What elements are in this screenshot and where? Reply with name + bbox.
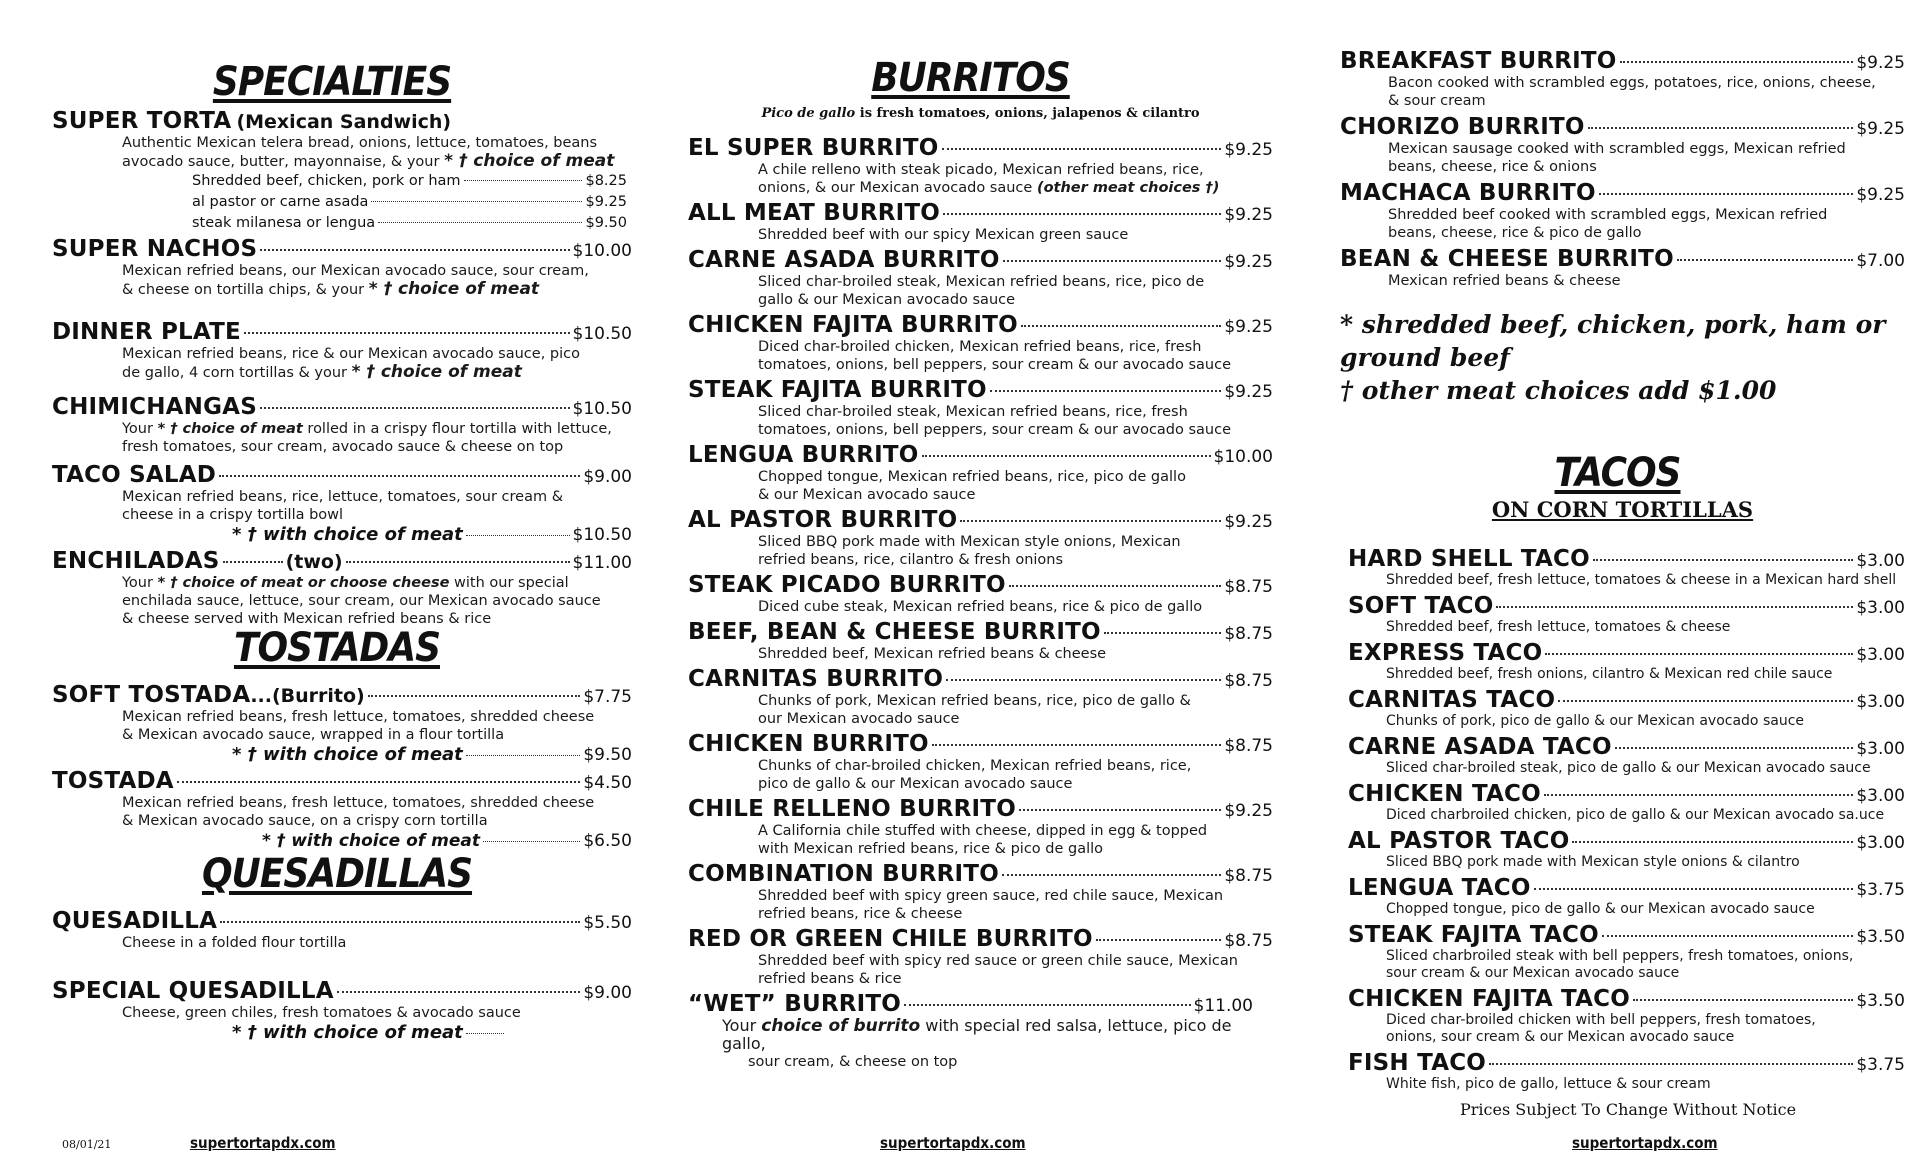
menu-item <box>688 247 1273 309</box>
item-desc: enchilada sauce, lettuce, sour cream, our Mexican avocado sauce <box>122 593 601 609</box>
item-name: CARNE ASADA TACO <box>1348 734 1612 760</box>
item-desc: fresh tomatoes, sour cream, avocado sauce & cheese on top <box>122 439 564 455</box>
item-name: MACHACA BURRITO <box>1340 180 1596 206</box>
menu-item <box>688 796 1273 858</box>
prices-note: Prices Subject To Change Without Notice <box>1460 1100 1797 1119</box>
menu-item <box>1348 986 1905 1046</box>
item-price: $11.00 <box>1193 996 1253 1016</box>
menu-item-taco-salad <box>52 462 632 546</box>
item-price: $3.75 <box>1856 880 1905 900</box>
item-desc: & Mexican avocado sauce, on a crispy corn tortilla <box>122 813 488 829</box>
item-price: $9.00 <box>583 983 632 1003</box>
meat-choice-note: choice of burrito <box>761 1016 921 1036</box>
item-name: BEAN & CHEESE BURRITO <box>1340 246 1674 272</box>
item-desc: refried beans, rice, cilantro & fresh onions <box>758 552 1064 568</box>
item-desc: Shredded beef, Mexican refried beans & cheese <box>758 646 1107 662</box>
burrito-list <box>688 135 1273 988</box>
item-name: “WET” BURRITO <box>688 991 902 1017</box>
menu-item-quesadilla <box>52 908 632 952</box>
menu-item <box>1348 922 1905 982</box>
menu-item <box>688 861 1273 923</box>
meat-choice-note: (other meat choices †) <box>1036 180 1220 196</box>
item-desc: Your <box>122 421 153 437</box>
item-name: COMBINATION BURRITO <box>688 861 999 887</box>
item-price: $8.75 <box>1224 931 1273 951</box>
item-desc: Shredded beef, fresh onions, cilantro & Mexican red chile sauce <box>1386 666 1833 682</box>
menu-item <box>1348 687 1905 730</box>
item-name: STEAK PICADO BURRITO <box>688 572 1006 598</box>
item-desc: de gallo, 4 corn tortillas & your <box>122 365 348 381</box>
item-name: EL SUPER BURRITO <box>688 135 939 161</box>
item-name: ENCHILADAS <box>52 548 220 574</box>
item-name: SUPER NACHOS <box>52 236 258 262</box>
item-price: $8.75 <box>1224 577 1273 597</box>
footer-website-link[interactable]: supertortapdx.com <box>190 1134 336 1152</box>
item-desc: White fish, pico de gallo, lettuce & sour cream <box>1386 1076 1711 1092</box>
item-name: CHIMICHANGAS <box>52 394 257 420</box>
menu-item <box>688 926 1273 988</box>
item-desc: refried beans & rice <box>758 971 902 987</box>
item-name: FISH TACO <box>1348 1050 1487 1076</box>
item-desc: Mexican refried beans, fresh lettuce, tomatoes, shredded cheese <box>122 709 595 725</box>
menu-item-chimichangas <box>52 394 632 456</box>
menu-item <box>688 442 1273 504</box>
item-desc: beans, cheese, rice & onions <box>1388 159 1597 175</box>
meat-footnotes <box>1340 308 1905 407</box>
item-desc: tomatoes, onions, bell peppers, sour cream & our avocado sauce <box>758 357 1232 373</box>
item-desc: beans, cheese, rice & pico de gallo <box>1388 225 1642 241</box>
menu-item <box>688 312 1273 374</box>
item-price: $7.75 <box>583 687 632 707</box>
quesadillas-title: QUESADILLAS <box>201 851 473 897</box>
pico-note: Pico de gallo is fresh tomatoes, onions, jalapenos & cilantro <box>761 106 1200 121</box>
item-desc: Bacon cooked with scrambled eggs, potatoes, rice, onions, cheese, <box>1388 75 1876 91</box>
item-price: $3.00 <box>1856 833 1905 853</box>
burritos-title: BURRITOS <box>871 55 1070 101</box>
price-option: al pastor or carne asada $9.25 <box>192 194 627 210</box>
meat-price-line: * † with choice of meat $10.50 <box>232 524 632 545</box>
item-price: $10.50 <box>572 324 632 344</box>
item-sub: ...(Burrito) <box>250 685 365 707</box>
item-price: $10.00 <box>1213 447 1273 467</box>
item-name: CHILE RELLENO BURRITO <box>688 796 1016 822</box>
item-desc: Mexican refried beans, fresh lettuce, tomatoes, shredded cheese <box>122 795 595 811</box>
menu-item <box>1348 546 1905 589</box>
item-desc: Sliced char-broiled steak, Mexican refried beans, rice, pico de <box>758 274 1205 290</box>
item-desc: Mexican refried beans, rice, lettuce, tomatoes, sour cream & <box>122 489 563 505</box>
item-name: SPECIAL QUESADILLA <box>52 978 334 1004</box>
tacos-title: TACOS <box>1554 450 1681 496</box>
item-name: AL PASTOR TACO <box>1348 828 1570 854</box>
menu-item <box>688 666 1273 728</box>
item-desc: Mexican sausage cooked with scrambled eggs, Mexican refried <box>1388 141 1846 157</box>
item-name: TACO SALAD <box>52 462 217 488</box>
item-price: $10.50 <box>572 399 632 419</box>
item-desc: Chopped tongue, Mexican refried beans, rice, pico de gallo <box>758 469 1186 485</box>
item-desc: tomatoes, onions, bell peppers, sour cream & our avocado sauce <box>758 422 1232 438</box>
item-desc: Shredded beef, fresh lettuce, tomatoes & cheese in a Mexican hard shell <box>1386 572 1897 588</box>
meat-choice-note: * † choice of meat <box>444 151 615 171</box>
tostadas-title: TOSTADAS <box>233 625 440 671</box>
taco-list <box>1348 546 1905 1093</box>
menu-item <box>688 200 1273 244</box>
menu-item <box>1348 828 1905 871</box>
item-price: $3.00 <box>1856 739 1905 759</box>
item-desc: Shredded beef, fresh lettuce, tomatoes & cheese <box>1386 619 1731 635</box>
item-name: HARD SHELL TACO <box>1348 546 1590 572</box>
item-name: CHICKEN TACO <box>1348 781 1541 807</box>
item-price: $9.25 <box>1856 119 1905 139</box>
item-desc: Chunks of char-broiled chicken, Mexican refried beans, rice, <box>758 758 1192 774</box>
menu-item <box>1348 640 1905 683</box>
item-desc: sour cream & our Mexican avocado sauce <box>1386 965 1680 981</box>
item-price: $9.25 <box>1224 140 1273 160</box>
menu-item <box>1340 180 1905 242</box>
item-price: $4.50 <box>583 773 632 793</box>
item-desc: with our special <box>454 575 569 591</box>
item-desc: Your <box>122 575 153 591</box>
item-desc: rolled in a crispy flour tortilla with lettuce, <box>307 421 612 437</box>
item-desc: Sliced char-broiled steak, Mexican refried beans, rice, fresh <box>758 404 1188 420</box>
item-price: $3.00 <box>1856 645 1905 665</box>
item-price: $5.50 <box>583 913 632 933</box>
item-desc: gallo & our Mexican avocado sauce <box>758 292 1016 308</box>
meat-choice-note: * † choice of meat <box>157 421 303 437</box>
item-price: $9.25 <box>1224 382 1273 402</box>
item-sub: (two) <box>285 551 343 573</box>
meat-choice-note: * † choice of meat <box>368 279 540 299</box>
item-price: $7.00 <box>1856 251 1905 271</box>
menu-item <box>1348 593 1905 636</box>
item-desc: onions, sour cream & our Mexican avocado sauce <box>1386 1029 1735 1045</box>
item-price: $9.25 <box>1224 801 1273 821</box>
menu-item <box>1348 781 1905 824</box>
item-name: EXPRESS TACO <box>1348 640 1543 666</box>
item-desc: Shredded beef cooked with scrambled eggs, Mexican refried <box>1388 207 1828 223</box>
footer-website-link[interactable]: supertortapdx.com <box>1572 1134 1718 1152</box>
item-name: SOFT TOSTADA <box>52 682 251 708</box>
item-desc: Shredded beef with our spicy Mexican green sauce <box>758 227 1129 243</box>
item-desc: pico de gallo & our Mexican avocado sauce <box>758 776 1073 792</box>
item-desc: Chunks of pork, Mexican refried beans, rice, pico de gallo & <box>758 693 1191 709</box>
item-price: $3.50 <box>1856 927 1905 947</box>
footnote-star: * shredded beef, chicken, pork, ham or ground beef <box>1340 310 1886 372</box>
item-desc: & our Mexican avocado sauce <box>758 487 976 503</box>
item-desc: onions, & our Mexican avocado sauce (other meat choices †) <box>758 180 1220 196</box>
menu-item-dinner-plate <box>52 319 632 382</box>
item-name: RED OR GREEN CHILE BURRITO <box>688 926 1093 952</box>
item-desc: & sour cream <box>1388 93 1486 109</box>
item-price: $3.50 <box>1856 991 1905 1011</box>
tacos-subtitle: ON CORN TORTILLAS <box>1491 497 1754 522</box>
right-column <box>1340 0 1905 1166</box>
item-desc: A chile relleno with steak picado, Mexican refried beans, rice, <box>758 162 1204 178</box>
burritos-column <box>688 0 1273 1166</box>
item-name: CHORIZO BURRITO <box>1340 114 1585 140</box>
item-price: $9.00 <box>583 467 632 487</box>
item-desc: with Mexican refried beans, rice & pico de gallo <box>758 841 1104 857</box>
item-name: TOSTADA <box>52 768 174 794</box>
meat-price-line: * † with choice of meat $6.50 <box>262 831 632 851</box>
menu-item <box>688 731 1273 793</box>
item-name: STEAK FAJITA TACO <box>1348 922 1599 948</box>
item-desc: Sliced charbroiled steak with bell peppers, fresh tomatoes, onions, <box>1386 948 1854 964</box>
item-price: $3.75 <box>1856 1055 1905 1075</box>
item-name: BREAKFAST BURRITO <box>1340 48 1617 74</box>
menu-item <box>1348 734 1905 777</box>
item-desc: Diced char-broiled chicken with bell peppers, fresh tomatoes, <box>1386 1012 1816 1028</box>
item-desc: Mexican refried beans, our Mexican avocado sauce, sour cream, <box>122 263 589 279</box>
item-price: $3.00 <box>1856 692 1905 712</box>
item-desc: Your <box>722 1016 757 1035</box>
menu-item-tostada <box>52 768 632 852</box>
item-name: STEAK FAJITA BURRITO <box>688 377 987 403</box>
item-name: SUPER TORTA <box>52 108 232 134</box>
menu-date: 08/01/21 <box>62 1138 112 1151</box>
item-desc: sour cream, & cheese on top <box>748 1054 958 1070</box>
item-price: $8.75 <box>1224 866 1273 886</box>
menu-item-super-nachos <box>52 236 632 299</box>
menu-item <box>688 507 1273 569</box>
footnote-dagger: † other meat choices add $1.00 <box>1340 376 1777 405</box>
item-desc: Sliced char-broiled steak, pico de gallo & our Mexican avocado sauce <box>1386 760 1871 776</box>
item-name: LENGUA BURRITO <box>688 442 919 468</box>
menu-item <box>688 377 1273 439</box>
item-desc: Shredded beef with spicy red sauce or green chile sauce, Mexican <box>758 953 1238 969</box>
item-desc: Chopped tongue, pico de gallo & our Mexican avocado sauce <box>1386 901 1815 917</box>
item-name: CHICKEN BURRITO <box>688 731 929 757</box>
item-price: $9.25 <box>1224 317 1273 337</box>
item-sub: (Mexican Sandwich) <box>236 111 452 133</box>
item-desc: avocado sauce, butter, mayonnaise, & your <box>122 154 440 170</box>
menu-item <box>1348 875 1905 918</box>
menu-item-special-quesadilla <box>52 978 632 1044</box>
item-name: AL PASTOR BURRITO <box>688 507 958 533</box>
menu-item <box>688 572 1273 616</box>
meat-price-line: * † with choice of meat $9.50 <box>232 744 632 765</box>
item-desc: Authentic Mexican telera bread, onions, lettuce, tomatoes, beans <box>122 135 598 151</box>
item-price: $9.25 <box>1224 205 1273 225</box>
item-desc: our Mexican avocado sauce <box>758 711 960 727</box>
menu-item-enchiladas <box>52 548 632 628</box>
item-desc: Chunks of pork, pico de gallo & our Mexican avocado sauce <box>1386 713 1805 729</box>
item-price: $9.25 <box>1856 185 1905 205</box>
item-price: $3.00 <box>1856 786 1905 806</box>
menu-item <box>1340 246 1905 290</box>
item-desc: Diced char-broiled chicken, Mexican refried beans, rice, fresh <box>758 339 1202 355</box>
item-name: LENGUA TACO <box>1348 875 1531 901</box>
menu-item-soft-tostada <box>52 682 632 766</box>
item-price: $8.75 <box>1224 736 1273 756</box>
price-option: steak milanesa or lengua $9.50 <box>192 215 627 231</box>
item-name: CHICKEN FAJITA BURRITO <box>688 312 1018 338</box>
item-price: $9.25 <box>1856 53 1905 73</box>
item-price: $3.00 <box>1856 551 1905 571</box>
meat-choice-note: * † choice of meat <box>351 362 522 382</box>
specialties-column <box>52 0 632 1166</box>
item-desc: Sliced BBQ pork made with Mexican style onions, Mexican <box>758 534 1181 550</box>
item-desc: cheese in a crispy tortilla bowl <box>122 507 344 523</box>
item-desc: with special red salsa, lettuce, pico de gallo, <box>722 1016 1232 1053</box>
item-price: $8.75 <box>1224 624 1273 644</box>
item-price: $11.00 <box>572 553 632 573</box>
item-desc: Mexican refried beans & cheese <box>1388 273 1621 289</box>
item-price: $10.00 <box>572 241 632 261</box>
item-desc: A California chile stuffed with cheese, dipped in egg & topped <box>758 823 1208 839</box>
item-name: BEEF, BEAN & CHEESE BURRITO <box>688 619 1101 645</box>
item-desc: & cheese on tortilla chips, & your <box>122 282 365 298</box>
menu-item-super-torta <box>52 108 632 234</box>
meat-price-line: * † with choice of meat <box>232 1022 632 1044</box>
menu-item <box>1348 1050 1905 1093</box>
item-desc: Diced charbroiled chicken, pico de gallo & our Mexican avocado sa.uce <box>1386 807 1885 823</box>
menu-item <box>1340 48 1905 110</box>
item-desc: Sliced BBQ pork made with Mexican style onions & cilantro <box>1386 854 1800 870</box>
meat-choice-note: * † choice of meat or choose cheese <box>157 575 450 591</box>
specialties-title: SPECIALTIES <box>212 59 452 105</box>
item-price: $3.00 <box>1856 598 1905 618</box>
item-desc: Diced cube steak, Mexican refried beans, rice & pico de gallo <box>758 599 1203 615</box>
item-price: $9.25 <box>1224 512 1273 532</box>
menu-item <box>688 135 1273 197</box>
item-name: CHICKEN FAJITA TACO <box>1348 986 1630 1012</box>
item-price: $9.25 <box>1224 252 1273 272</box>
item-name: CARNITAS BURRITO <box>688 666 944 692</box>
right-burrito-list <box>1340 48 1905 290</box>
item-name: QUESADILLA <box>52 908 218 934</box>
item-desc: Cheese, green chiles, fresh tomatoes & avocado sauce <box>122 1005 521 1021</box>
item-name: CARNE ASADA BURRITO <box>688 247 1000 273</box>
item-price: $8.75 <box>1224 671 1273 691</box>
item-name: SOFT TACO <box>1348 593 1494 619</box>
item-desc: & Mexican avocado sauce, wrapped in a flour tortilla <box>122 727 505 743</box>
menu-item <box>688 619 1273 663</box>
item-name: CARNITAS TACO <box>1348 687 1556 713</box>
item-desc: Shredded beef with spicy green sauce, red chile sauce, Mexican <box>758 888 1224 904</box>
menu-item-wet-burrito <box>688 991 1273 1071</box>
footer-website-link[interactable]: supertortapdx.com <box>880 1134 1026 1152</box>
item-desc: Mexican refried beans, rice & our Mexican avocado sauce, pico <box>122 346 580 362</box>
menu-item <box>1340 114 1905 176</box>
item-name: DINNER PLATE <box>52 319 241 345</box>
item-desc: & cheese served with Mexican refried beans & rice <box>122 611 492 627</box>
price-option: Shredded beef, chicken, pork or ham $8.25 <box>192 173 627 189</box>
item-desc: Cheese in a folded flour tortilla <box>122 935 347 951</box>
item-name: ALL MEAT BURRITO <box>688 200 941 226</box>
item-desc: refried beans, rice & cheese <box>758 906 963 922</box>
